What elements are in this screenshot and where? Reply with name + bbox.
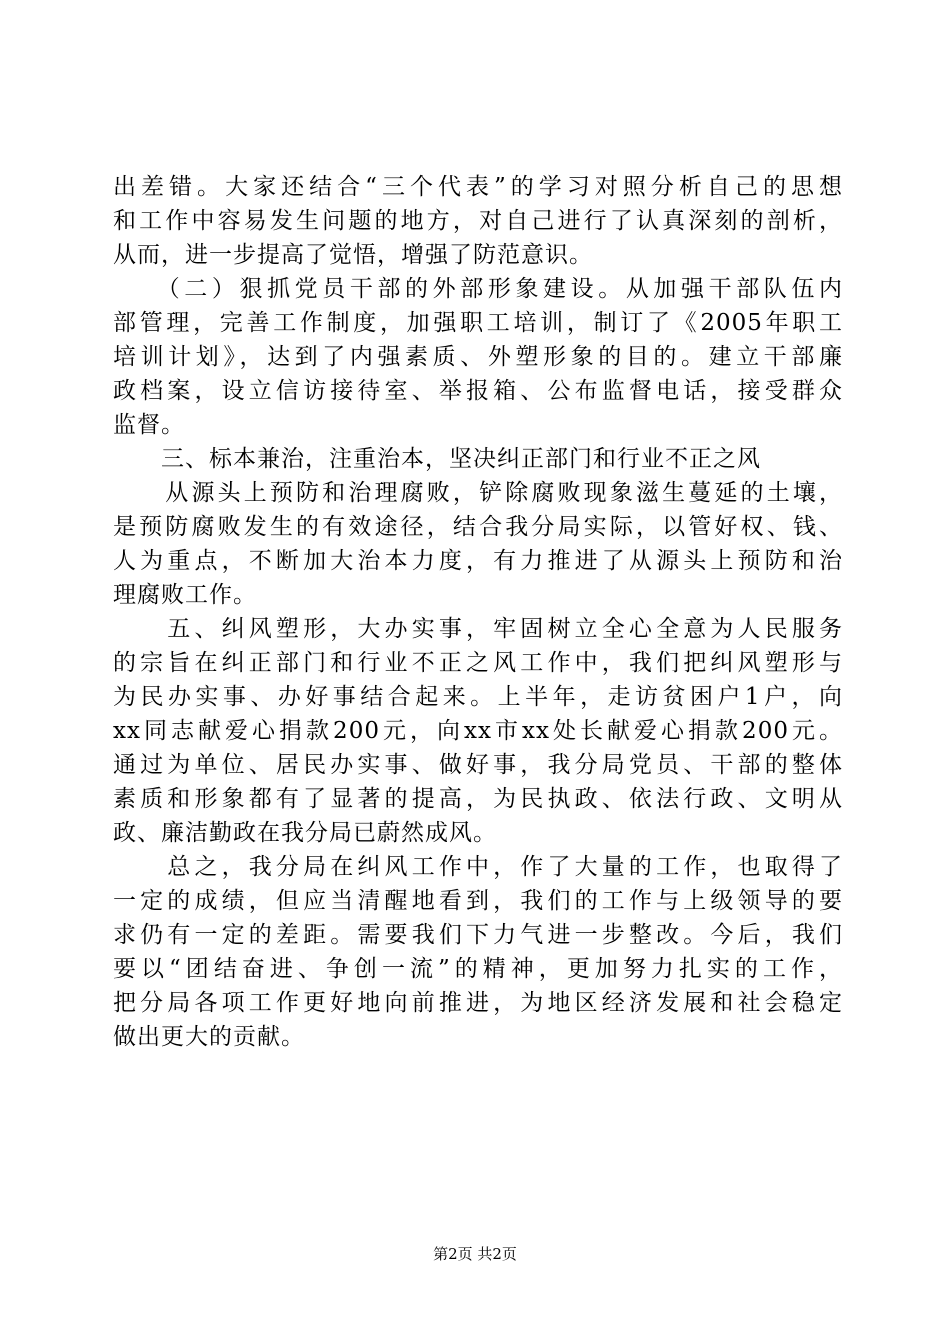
text-line: 为民办实事、办好事结合起来。上半年，走访贫困户1户，向 xyxy=(113,684,843,710)
text-line: 政、廉洁勤政在我分局已蔚然成风。 xyxy=(113,820,497,846)
text-line: 通过为单位、居民办实事、做好事，我分局党员、干部的整体 xyxy=(113,752,843,778)
text-line: xx同志献爱心捐款200元，向xx市xx处长献爱心捐款200元。 xyxy=(113,718,843,744)
page-footer: 第2页 共2页 xyxy=(433,1245,517,1263)
text-line: 出差错。大家还结合“三个代表”的学习对照分析自己的思想 xyxy=(113,174,843,200)
text-line: 要以“团结奋进、争创一流”的精神，更加努力扎实的工作， xyxy=(113,956,843,982)
text-line: 部管理，完善工作制度，加强职工培训，制订了《2005年职工 xyxy=(113,310,843,336)
text-line: 从源头上预防和治理腐败，铲除腐败现象滋生蔓延的土壤， xyxy=(113,480,843,506)
text-line: 求仍有一定的差距。需要我们下力气进一步整改。今后，我们 xyxy=(113,922,843,948)
text-line: 人为重点，不断加大治本力度，有力推进了从源头上预防和治 xyxy=(113,548,843,574)
text-line: 是预防腐败发生的有效途径，结合我分局实际，以管好权、钱、 xyxy=(113,514,843,540)
text-line: （二）狠抓党员干部的外部形象建设。从加强干部队伍内 xyxy=(113,276,843,302)
text-line: 和工作中容易发生问题的地方，对自己进行了认真深刻的剖析， xyxy=(113,208,843,234)
text-line: 一定的成绩，但应当清醒地看到，我们的工作与上级领导的要 xyxy=(113,888,843,914)
section-heading: 五、纠风塑形，大办实事，牢固树立全心全意为人民服务 xyxy=(113,616,843,642)
text-line: 总之，我分局在纠风工作中，作了大量的工作，也取得了 xyxy=(113,854,843,880)
text-line: 培训计划》，达到了内强素质、外塑形象的目的。建立干部廉 xyxy=(113,344,843,370)
text-line: 政档案，设立信访接待室、举报箱、公布监督电话，接受群众 xyxy=(113,378,843,404)
text-line: 把分局各项工作更好地向前推进，为地区经济发展和社会稳定 xyxy=(113,990,843,1016)
text-line: 理腐败工作。 xyxy=(113,582,257,608)
text-line: 从而，进一步提高了觉悟，增强了防范意识。 xyxy=(113,242,593,268)
section-heading: 三、标本兼治，注重治本，坚决纠正部门和行业不正之风 xyxy=(113,446,761,472)
text-line: 做出更大的贡献。 xyxy=(113,1024,305,1050)
document-body xyxy=(113,170,843,1054)
text-line: 监督。 xyxy=(113,412,185,438)
text-line: 的宗旨在纠正部门和行业不正之风工作中，我们把纠风塑形与 xyxy=(113,650,843,676)
text-line: 素质和形象都有了显著的提高，为民执政、依法行政、文明从 xyxy=(113,786,843,812)
